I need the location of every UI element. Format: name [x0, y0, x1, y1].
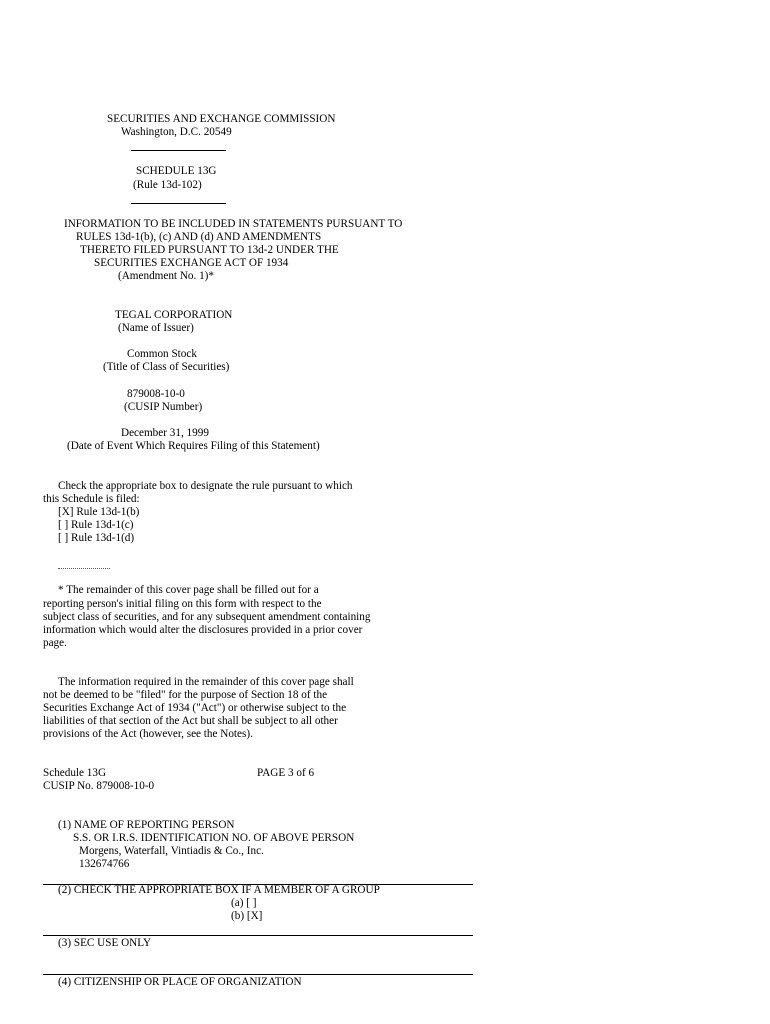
rule-reference: (Rule 13d-102) — [133, 179, 202, 191]
rule-check-intro: this Schedule is filed: — [43, 493, 140, 505]
issuer-name: TEGAL CORPORATION — [115, 309, 233, 321]
item-divider — [43, 974, 473, 975]
item1-subtitle: S.S. OR I.R.S. IDENTIFICATION NO. OF ABOVE PERSON — [73, 832, 355, 844]
footnote-line: * The remainder of this cover page shall be filled out for a — [58, 584, 319, 596]
intro-line: THERETO FILED PURSUANT TO 13d-2 UNDER THE — [80, 244, 339, 256]
schedule-title: SCHEDULE 13G — [136, 165, 217, 177]
intro-line: INFORMATION TO BE INCLUDED IN STATEMENTS PURSUANT TO — [64, 218, 403, 230]
rule-option-13d-1c: [ ] Rule 13d-1(c) — [58, 519, 134, 531]
issuer-caption: (Name of Issuer) — [118, 322, 194, 334]
rule-option-13d-1d: [ ] Rule 13d-1(d) — [58, 532, 135, 544]
page-number: PAGE 3 of 6 — [257, 767, 315, 779]
security-class: Common Stock — [127, 348, 197, 360]
cusip-number: 879008-10-0 — [127, 388, 185, 400]
divider — [131, 203, 226, 204]
page-schedule-label: Schedule 13G — [43, 767, 107, 779]
notice-line: Securities Exchange Act of 1934 ("Act") or otherwise subject to the — [43, 702, 347, 714]
intro-line: SECURITIES EXCHANGE ACT OF 1934 — [94, 257, 289, 269]
group-option-b: (b) [X] — [231, 910, 263, 922]
footnote-line: page. — [43, 637, 67, 649]
footnote-line: subject class of securities, and for any subsequent amendment containing — [43, 611, 371, 623]
reporting-person-name: Morgens, Waterfall, Vintiadis & Co., Inc. — [79, 845, 264, 857]
rule-option-13d-1b: [X] Rule 13d-1(b) — [58, 506, 140, 518]
amendment-number: (Amendment No. 1)* — [118, 270, 215, 282]
page-cusip: CUSIP No. 879008-10-0 — [43, 780, 155, 792]
notice-line: not be deemed to be "filed" for the purpose of Section 18 of the — [43, 689, 328, 701]
group-option-a: (a) [ ] — [231, 897, 257, 909]
footnote-line: information which would alter the disclosures provided in a prior cover — [43, 624, 363, 636]
footnote-line: reporting person's initial filing on this form with respect to the — [43, 598, 322, 610]
event-date: December 31, 1999 — [121, 427, 209, 439]
agency-name: SECURITIES AND EXCHANGE COMMISSION — [107, 113, 336, 125]
agency-address: Washington, D.C. 20549 — [121, 126, 232, 138]
item1-title: (1) NAME OF REPORTING PERSON — [58, 819, 235, 831]
item4-title: (4) CITIZENSHIP OR PLACE OF ORGANIZATION — [58, 976, 302, 988]
cusip-caption: (CUSIP Number) — [124, 401, 203, 413]
notice-line: provisions of the Act (however, see the Notes). — [43, 728, 253, 740]
divider — [131, 150, 226, 151]
notice-line: liabilities of that section of the Act but shall be subject to all other — [43, 715, 338, 727]
item2-title: (2) CHECK THE APPROPRIATE BOX IF A MEMBER OF A GROUP — [58, 884, 380, 896]
rule-check-intro: Check the appropriate box to designate the rule pursuant to which — [58, 480, 353, 492]
footnote-separator — [58, 568, 110, 569]
notice-line: The information required in the remainder of this cover page shall — [58, 676, 354, 688]
reporting-person-id: 132674766 — [79, 858, 130, 870]
intro-line: RULES 13d-1(b), (c) AND (d) AND AMENDMENTS — [76, 231, 322, 243]
event-date-caption: (Date of Event Which Requires Filing of this Statement) — [67, 440, 320, 452]
item-divider — [43, 935, 473, 936]
item3-title: (3) SEC USE ONLY — [58, 937, 152, 949]
security-class-caption: (Title of Class of Securities) — [103, 361, 230, 373]
